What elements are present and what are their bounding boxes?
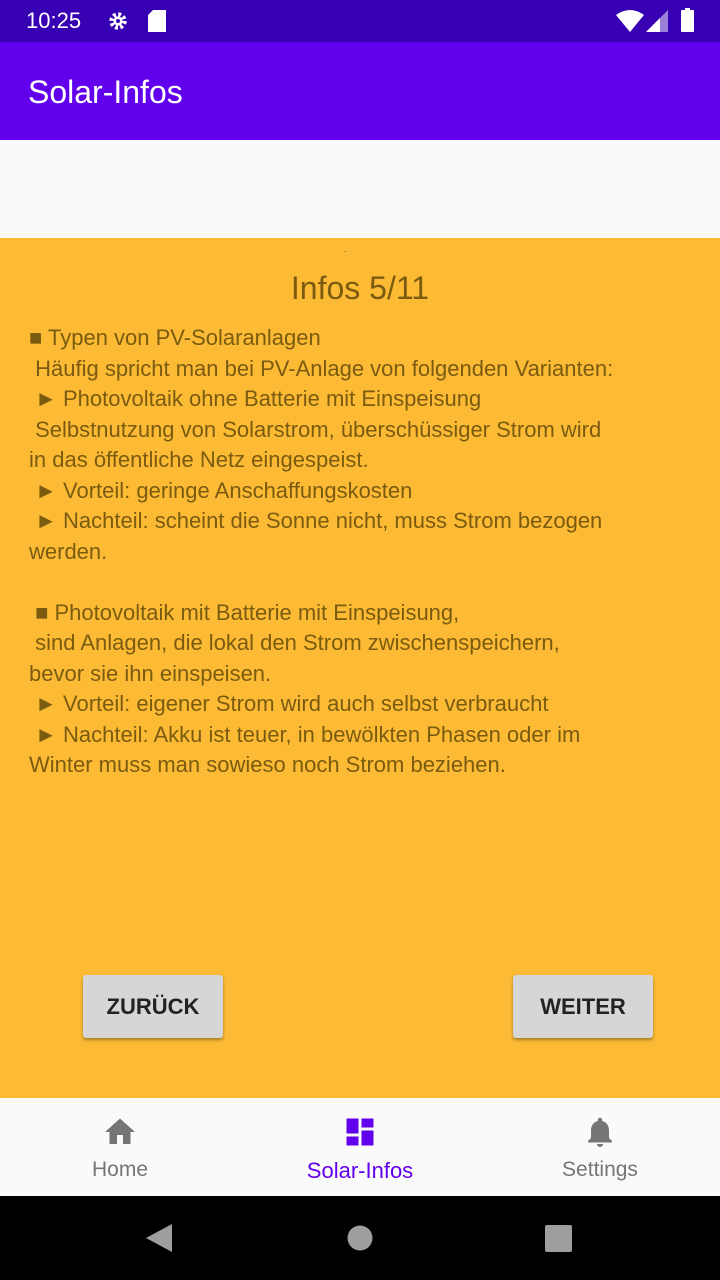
info-line: werden.	[29, 538, 108, 564]
next-button[interactable]: WEITER	[513, 975, 653, 1038]
info-line	[29, 567, 699, 598]
info-line: ■ Typen von PV-Solaranlagen	[29, 325, 321, 350]
nav-home-label: Home	[91, 1158, 149, 1181]
back-nav-icon[interactable]	[146, 1224, 172, 1252]
info-line: ■ Photovoltaik mit Batterie mit Einspeisung,	[29, 599, 460, 625]
recents-nav-icon[interactable]	[545, 1225, 572, 1252]
app-title: Solar-Infos	[28, 74, 183, 110]
app-bar	[0, 42, 720, 140]
dot-marker: .	[344, 244, 347, 255]
nav-settings-label: Settings	[562, 1158, 638, 1181]
nav-solar-infos-label: Solar-Infos	[306, 1158, 414, 1183]
bottom-navigation	[0, 1098, 720, 1196]
info-heading: Infos 5/11	[290, 270, 430, 306]
nav-settings[interactable]	[480, 1098, 720, 1196]
back-button[interactable]: ZURÜCK	[83, 975, 223, 1038]
info-line: Selbstnutzung von Solarstrom, überschüssiger Strom wird	[29, 416, 602, 442]
info-text	[29, 323, 699, 781]
top-blank-area	[0, 140, 720, 238]
info-panel	[0, 238, 720, 1098]
system-navigation-bar	[0, 1196, 720, 1280]
info-line: bevor sie ihn einspeisen.	[29, 660, 272, 686]
info-line: ► Nachteil: Akku ist teuer, in bewölkten Phasen oder im	[29, 721, 581, 747]
info-line: ► Nachteil: scheint die Sonne nicht, muss Strom bezogen	[29, 508, 603, 533]
dashboard-icon	[342, 1114, 378, 1150]
info-line: ► Vorteil: geringe Anschaffungskosten	[29, 477, 413, 503]
home-icon	[102, 1114, 138, 1150]
info-line: sind Anlagen, die lokal den Strom zwischenspeichern,	[29, 630, 560, 655]
home-nav-icon[interactable]	[347, 1225, 373, 1251]
info-line: in das öffentliche Netz eingespeist.	[29, 447, 369, 472]
settings-icon	[107, 10, 129, 32]
info-line: Häufig spricht man bei PV-Anlage von folgenden Varianten:	[29, 355, 614, 381]
info-line: ► Photovoltaik ohne Batterie mit Einspeisung	[29, 386, 482, 411]
battery-icon	[681, 8, 694, 32]
info-line: ► Vorteil: eigener Strom wird auch selbst verbraucht	[29, 691, 549, 716]
nav-solar-infos[interactable]	[240, 1098, 480, 1196]
sd-card-icon	[148, 10, 166, 32]
nav-home[interactable]	[0, 1098, 240, 1196]
info-line: Winter muss man sowieso noch Strom beziehen.	[29, 752, 506, 777]
status-bar	[0, 0, 720, 42]
wifi-icon	[616, 10, 644, 32]
status-time: 10:25	[26, 8, 82, 33]
signal-icon	[646, 10, 668, 32]
bell-icon	[582, 1114, 618, 1150]
